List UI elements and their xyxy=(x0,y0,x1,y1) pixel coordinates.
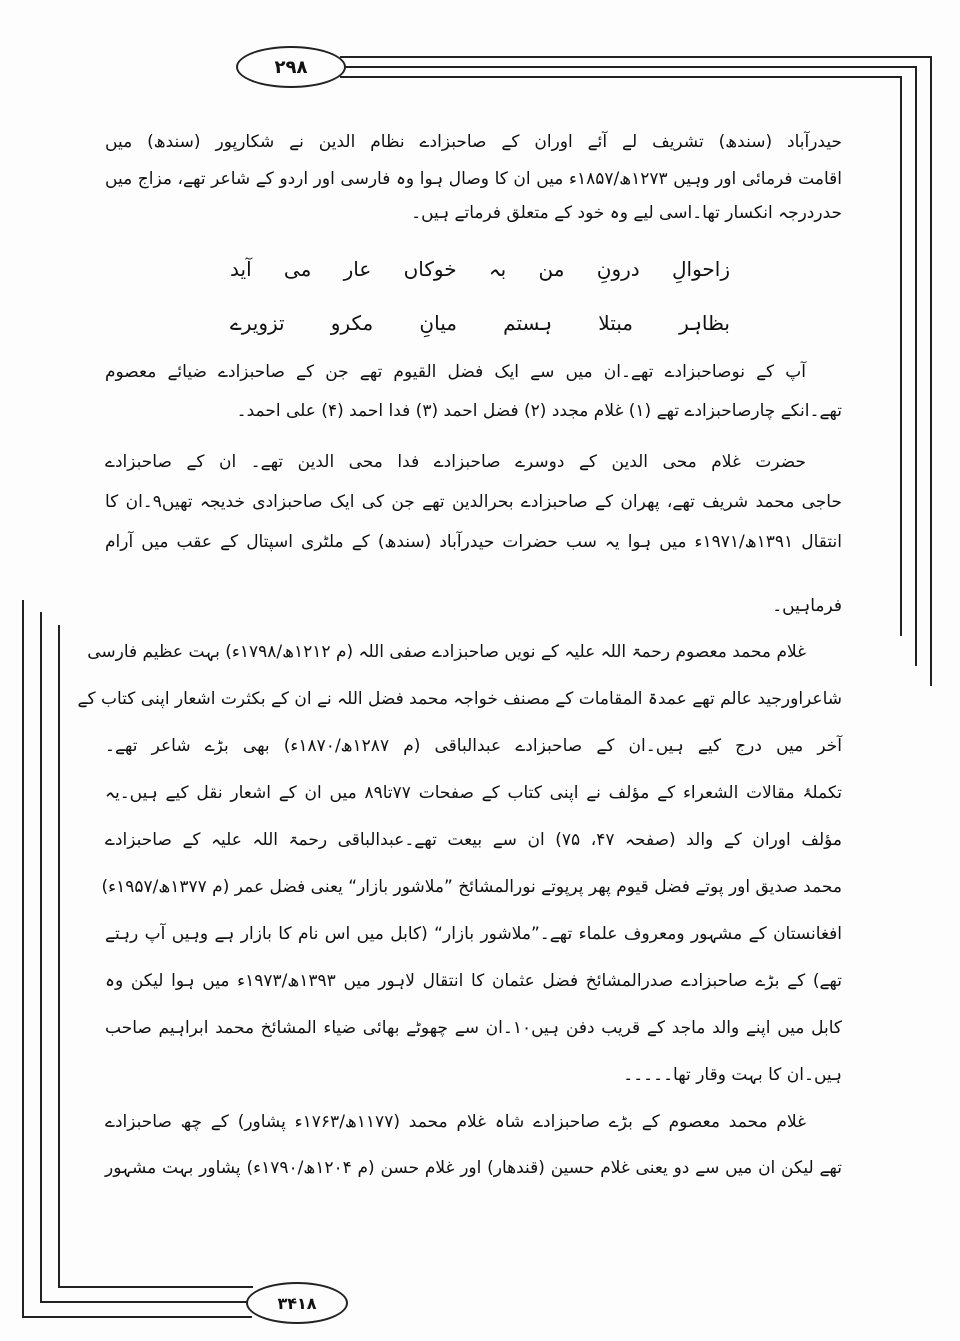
frame-line xyxy=(40,1301,250,1303)
text-line: حیدرآباد (سندھ) تشریف لے آئے اوران کے صاحبزادے نظام الدین نے شکارپور (سندھ) میں xyxy=(105,132,842,152)
verse-line: زاحوالِ درونِ من بہ خوکاں عار می آید xyxy=(230,257,730,281)
text-line: فرماہیں۔ xyxy=(772,596,842,616)
frame-line xyxy=(22,1316,252,1318)
text-line: حدردرجہ انکسار تھا۔اسی لیے وہ خود کے متعلق فرماتے ہیں۔ xyxy=(411,203,842,223)
frame-line xyxy=(58,625,60,1288)
text-line: مؤلف اوران کے والد (صفحہ ۴۷، ۷۵) ان سے بیعت تھے۔عبدالباقی رحمۃ اللہ علیہ کے صاحبزادے xyxy=(105,830,843,850)
frame-line xyxy=(340,56,932,58)
text-line: تکملۂ مقالات الشعراء کے مؤلف نے اپنی کتاب کے صفحات ۷۷تا۸۹ میں ان کے اشعار نقل کیے ہیں۔یہ xyxy=(105,783,842,803)
text-line: تھے۔انکے چارصاحبزادے تھے (۱) غلام مجدد (۲) فضل احمد (۳) فدا احمد (۴) علی احمد۔ xyxy=(236,401,842,421)
page-number-top: ۲۹۸ xyxy=(236,46,346,88)
text-line: تھے لیکن ان میں سے دو یعنی غلام حسین (قندھار) اور غلام حسن (م ۱۲۰۴ھ/۱۷۹۰ء) پشاور بہت مشہور xyxy=(105,1158,842,1178)
frame-line xyxy=(340,76,902,78)
text-line: حاجی محمد شریف تھے، پھران کے صاحبزادے بحرالدین تھے جن کی ایک صاحبزادی خدیجہ تھیں۹۔ان کا xyxy=(105,492,842,512)
frame-line xyxy=(915,66,917,666)
frame-line xyxy=(344,66,917,68)
page-number-bottom: ۳۴۱۸ xyxy=(246,1282,348,1324)
text-line: افغانستان کے مشہور ومعروف علماء تھے۔”ملاشور بازار“ (کابل میں اس نام کا بازار ہے وہیں آپ رہتے xyxy=(105,924,842,944)
frame-line xyxy=(40,612,42,1303)
text-line: کابل میں اپنے والد ماجد کے قریب دفن ہیں۱۰۔ان سے چھوٹے بھائی ضیاء المشائخ محمد ابراہیم صاحب xyxy=(105,1018,842,1038)
text-line: محمد صدیق اور پوتے فضل قیوم پھر پرپوتے نورالمشائخ ”ملاشور بازار“ یعنی فضل عمر (م ۱۳۷۷ھ/۱۹۵۷ء) xyxy=(101,877,842,897)
text-line: شاعراورجید عالم تھے عمدۃ المقامات کے مصنف خواجہ محمد فضل اللہ نے ان کے بکثرت اشعار اپنی کتاب کے xyxy=(77,689,842,709)
text-line: حضرت غلام محی الدین کے دوسرے صاحبزادے فدا محی الدین تھے۔ ان کے صاحبزادے xyxy=(105,452,806,472)
text-line: انتقال ۱۳۹۱ھ/۱۹۷۱ء میں ہوا یہ سب حضرات حیدرآباد (سندھ) کے ملٹری اسپتال کے عقب میں آرام xyxy=(105,532,842,552)
text-line: اقامت فرمائی اور وہیں ۱۲۷۳ھ/۱۸۵۷ء میں ان کا وصال ہوا وہ فارسی اور اردو کے شاعر تھے، مزاج میں xyxy=(105,169,842,189)
text-line: غلام محمد معصوم کے بڑے صاحبزادے شاہ غلام محمد (۱۱۷۷ھ/۱۷۶۳ء پشاور) کے چھ صاحبزادے xyxy=(105,1112,806,1132)
text-line: آپ کے نوصاحبزادے تھے۔ان میں سے ایک فضل القیوم تھے جن کے صاحبزادے ضیائے معصوم xyxy=(105,362,806,382)
text-line: تھے) کے بڑے صاحبزادے صدرالمشائخ فضل عثمان کا انتقال لاہور میں ۱۳۹۳ھ/۱۹۷۳ء میں ہوا لیکن وہ xyxy=(105,971,842,991)
text-line: ہیں۔ان کا بہت وقار تھا۔۔۔۔۔ xyxy=(623,1065,842,1085)
frame-line xyxy=(930,56,932,686)
frame-line xyxy=(900,76,902,636)
frame-line xyxy=(58,1286,253,1288)
text-line: آخر میں درج کیے ہیں۔ان کے صاحبزادے عبدالباقی (م ۱۲۸۷ھ/۱۸۷۰ء) بھی بڑے شاعر تھے۔ xyxy=(105,736,842,756)
verse-line: بظاہر مبتلا ہستم میانِ مکرو تزویرے xyxy=(230,311,730,335)
text-line: غلام محمد معصوم رحمۃ اللہ علیہ کے نویں صاحبزادے صفی اللہ (م ۱۲۱۲ھ/۱۷۹۸ء) بہت عظیم فارسی xyxy=(87,642,806,662)
frame-line xyxy=(22,600,24,1318)
